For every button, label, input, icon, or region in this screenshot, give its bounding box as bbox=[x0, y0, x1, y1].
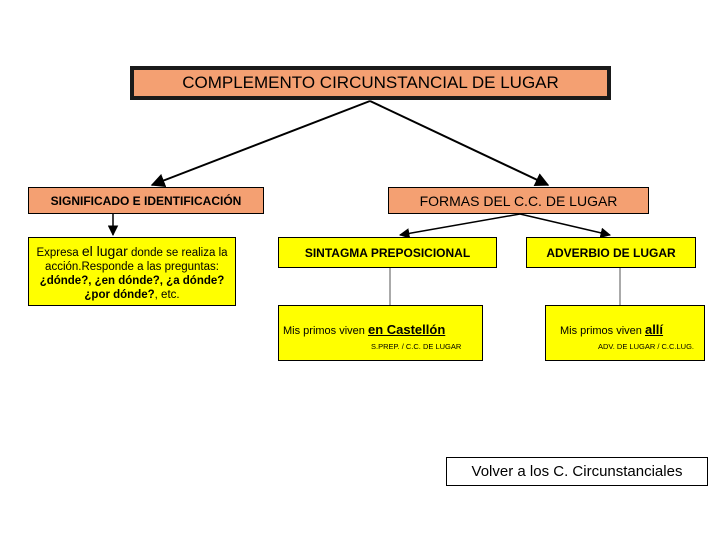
adverbio-example-sentence bbox=[560, 322, 663, 337]
desc-pre: Expresa bbox=[36, 247, 82, 259]
sintagma-label: SINTAGMA PREPOSICIONAL bbox=[304, 245, 471, 260]
diagram-title bbox=[130, 66, 611, 100]
adverbio-example-box bbox=[545, 305, 705, 361]
volver-link[interactable] bbox=[446, 457, 708, 486]
volver-link-label: Volver a los C. Circunstanciales bbox=[471, 463, 683, 480]
sintagma-annotation: S.PREP. / C.C. DE LUGAR bbox=[371, 342, 462, 351]
desc-post: , etc. bbox=[154, 289, 180, 301]
significado-description bbox=[28, 237, 236, 306]
significado-heading bbox=[28, 187, 264, 214]
adverbio-example-prefix: Mis primos viven bbox=[560, 325, 642, 337]
sintagma-preposicional-box bbox=[278, 237, 497, 268]
adverbio-example-target: allí bbox=[644, 322, 664, 337]
arrow-title-to-significado bbox=[152, 101, 370, 185]
arrow-title-to-formas bbox=[370, 101, 548, 185]
sintagma-example-target: en Castellón bbox=[367, 322, 446, 337]
sintagma-example-box bbox=[278, 305, 483, 361]
arrow-formas-to-adverbio bbox=[520, 214, 610, 235]
significado-heading-text: SIGNIFICADO E IDENTIFICACIÓN bbox=[50, 193, 242, 208]
desc-emphasis: el lugar bbox=[81, 243, 128, 259]
formas-heading bbox=[388, 187, 649, 214]
diagram-title-text: COMPLEMENTO CIRCUNSTANCIAL DE LUGAR bbox=[182, 73, 559, 92]
adverbio-annotation: ADV. DE LUGAR / C.C.LUG. bbox=[598, 342, 694, 351]
adverbio-lugar-box bbox=[526, 237, 696, 268]
sintagma-example-prefix: Mis primos viven bbox=[283, 325, 365, 337]
formas-heading-text: FORMAS DEL C.C. DE LUGAR bbox=[419, 192, 618, 209]
sintagma-example-sentence bbox=[283, 322, 445, 337]
desc-mid: donde se realiza la acción.Responde a las preguntas: bbox=[45, 247, 228, 273]
desc-questions: ¿dónde?, ¿en dónde?, ¿a dónde? ¿por dónde? bbox=[39, 275, 225, 301]
arrow-formas-to-sintagma bbox=[400, 214, 520, 235]
adverbio-label: ADVERBIO DE LUGAR bbox=[546, 245, 676, 260]
